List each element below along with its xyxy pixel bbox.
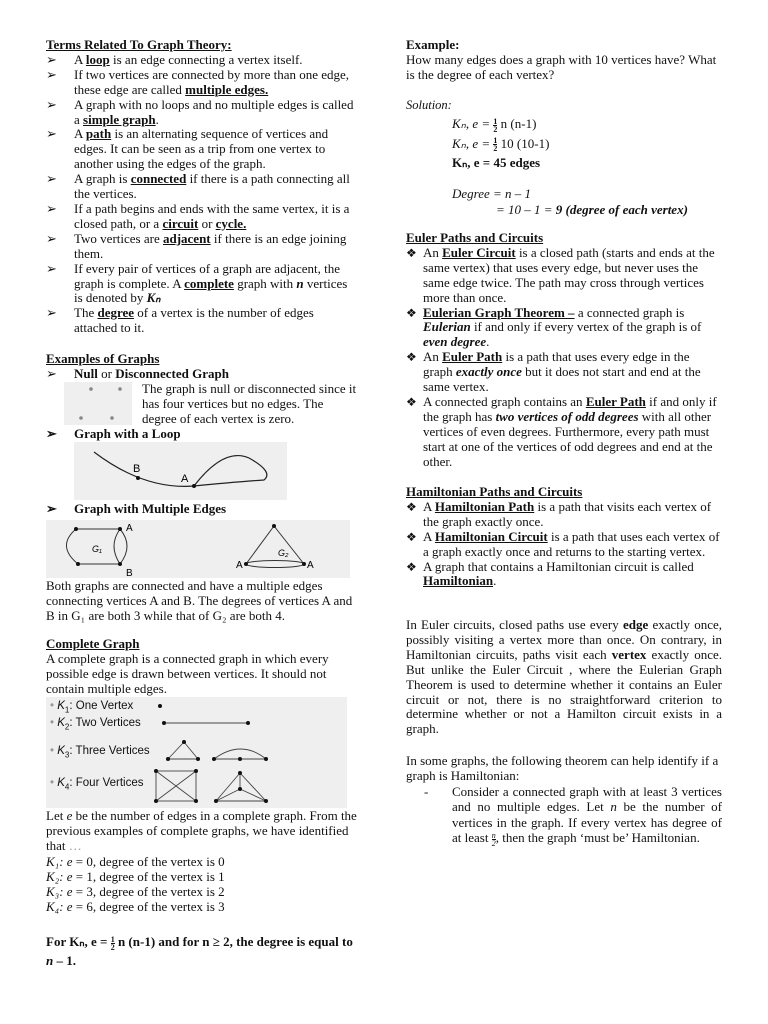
multi-text: Both graphs are connected and have a multiple edges connecting vertices A and B. The degrees of vertices A and B in G₁ are both 3 while that of G₂ are both 4. bbox=[46, 578, 353, 623]
example-section bbox=[406, 38, 722, 83]
arrow-bullet-icon: ➢ bbox=[46, 501, 57, 516]
svg-text:B: B bbox=[126, 568, 133, 578]
text-run: but it does not start and end at the same vertex. bbox=[423, 364, 701, 395]
text-run: = 3, degree of the vertex is 2 bbox=[72, 883, 225, 899]
text-run: exactly once bbox=[455, 364, 522, 380]
text-run: Euler Path bbox=[442, 349, 503, 365]
text-run: complete bbox=[184, 275, 234, 291]
svg-text:A: A bbox=[307, 560, 314, 571]
loop-heading-block bbox=[46, 427, 358, 442]
text-run: . bbox=[493, 573, 497, 589]
text-run: A graph is bbox=[74, 171, 131, 187]
text-run: If two vertices are connected by more than one edge, these edge are called bbox=[74, 66, 350, 97]
k-item bbox=[46, 855, 358, 870]
text-run: with all other vertices of even degrees. Furthermore, every path must start at one of the vertices of odd degrees and end at the other. bbox=[423, 408, 713, 469]
text-run: a connected graph is bbox=[574, 304, 685, 320]
text-run: Kₙ bbox=[146, 290, 161, 306]
vertex-b-label: B bbox=[133, 463, 141, 475]
multiple-edges-figure bbox=[46, 520, 350, 578]
null-text: The graph is null or disconnected since it has four vertices but no edges. The degree of each vertex is zero. bbox=[142, 381, 357, 426]
text-run: A bbox=[74, 126, 86, 142]
text-run: is a path that uses every edge in the graph bbox=[423, 349, 690, 380]
euler-heading: Euler Paths and Circuits bbox=[406, 230, 544, 245]
terms-section bbox=[46, 38, 358, 336]
complete-text: A complete graph is a connected graph in which every possible edge is drawn between vertices. It should not contain multiple edges. bbox=[46, 650, 329, 696]
examples-section bbox=[46, 352, 358, 382]
complete-graph-label: • $K_1$: One Vertex bbox=[50, 700, 134, 715]
text-run: A bbox=[74, 51, 86, 67]
solution-label: Solution: bbox=[406, 98, 452, 112]
euler-item bbox=[406, 246, 722, 306]
term-item bbox=[46, 172, 358, 202]
text-run: A bbox=[423, 528, 435, 544]
text-run: adjacent bbox=[162, 230, 211, 246]
multi-heading: ➢ Graph with Multiple Edges bbox=[46, 501, 227, 516]
hamiltonian-item bbox=[406, 500, 722, 530]
text-run: or bbox=[198, 215, 216, 231]
text-run: be the number of edges in a complete graph. From the previous examples of complete graphs, we have identified that bbox=[46, 808, 357, 853]
text-run: circuit bbox=[162, 215, 199, 231]
text-run: The bbox=[74, 305, 98, 321]
complete-graph-label: • $K_3$: Three Vertices bbox=[50, 745, 150, 760]
svg-text:A: A bbox=[236, 560, 243, 571]
svg-text:G₁: G₁ bbox=[92, 544, 102, 554]
svg-text:G₂: G₂ bbox=[278, 548, 289, 558]
text-run: . bbox=[155, 111, 159, 127]
diamond-bullet-icon: ❖ bbox=[406, 394, 417, 409]
term-item bbox=[46, 262, 358, 307]
diamond-bullet-icon: ❖ bbox=[406, 529, 417, 544]
arrow-bullet-icon: ➢ bbox=[46, 126, 57, 142]
examples-heading: Examples of Graphs bbox=[46, 351, 160, 366]
text-run: = 1, degree of the vertex is 1 bbox=[72, 868, 225, 884]
text-run: Eulerian Graph Theorem – bbox=[423, 304, 575, 320]
text-run: Two vertices are bbox=[74, 230, 163, 246]
text-run: = 0, degree of the vertex is 0 bbox=[72, 854, 225, 869]
text-run: n bbox=[296, 275, 304, 291]
text-run: cycle. bbox=[215, 215, 247, 231]
k-item bbox=[46, 870, 358, 885]
text-run: vertices is denoted by bbox=[74, 275, 348, 306]
example-heading: Example: bbox=[406, 37, 460, 52]
text-run: A graph with no loops and no multiple edges is called a bbox=[74, 96, 354, 127]
text-run: is a path that visits each vertex of the graph exactly once. bbox=[423, 498, 712, 529]
text-run: connected bbox=[130, 171, 187, 187]
arrow-bullet-icon: ➢ bbox=[46, 200, 57, 216]
text-run: Let bbox=[46, 808, 67, 823]
term-item bbox=[46, 53, 358, 68]
text-run: is an edge connecting a vertex itself. bbox=[109, 51, 303, 67]
k-item bbox=[46, 885, 358, 900]
theorem-item: - Consider a connected graph with at least 3 vertices and no multiple edges. Let n be the number of vertices in the graph. If every vertex has degree of at least $\frac{n}{2}$ , then the graph ‘must be’ Hamiltonian. bbox=[424, 784, 722, 848]
hamiltonian-item bbox=[406, 530, 722, 560]
euler-item bbox=[406, 395, 722, 470]
text-run: exactly once, possibly visiting a vertex more than once. On contrary, in Hamiltonian circuits, paths visit each bbox=[406, 617, 722, 662]
null-heading-item bbox=[46, 367, 358, 382]
svg-text:A: A bbox=[126, 523, 133, 534]
arrow-bullet-icon: ➢ bbox=[46, 260, 57, 276]
text-run: loop bbox=[85, 51, 110, 67]
text-run: e bbox=[66, 808, 73, 823]
hamiltonian-heading: Hamiltonian Paths and Circuits bbox=[406, 484, 583, 499]
euler-item bbox=[406, 306, 722, 351]
text-run: or bbox=[97, 365, 116, 381]
text-run: = 6, degree of the vertex is 3 bbox=[72, 898, 225, 914]
term-item bbox=[46, 306, 358, 336]
text-run: is an alternating sequence of vertices and edges. It can be seen as a trip from one vertex to another using the edges of the graph. bbox=[74, 126, 329, 172]
diamond-bullet-icon: ❖ bbox=[406, 305, 417, 320]
text-run: Euler Circuit bbox=[442, 244, 516, 260]
loop-heading: ➢ Graph with a Loop bbox=[46, 426, 181, 441]
text-run: Hamiltonian Path bbox=[434, 498, 535, 514]
euler-item bbox=[406, 350, 722, 395]
diamond-bullet-icon: ❖ bbox=[406, 350, 417, 365]
text-run: … bbox=[68, 837, 82, 853]
text-run: An bbox=[423, 244, 443, 260]
text-run: If a path begins and ends with the same vertex, it is a closed path, or a bbox=[74, 200, 350, 231]
text-run: K₃: e bbox=[46, 883, 73, 899]
solution-steps: Kₙ, e = $\frac{1}{2}$ n (n-1) Kₙ, e = $\frac{1}{2}$ 10 (10-1) Kₙ, e = 45 edges bbox=[452, 116, 550, 170]
degree-calc: Degree = n – 1 = 10 – 1 = 9 (degree of each vertex) bbox=[452, 186, 688, 217]
text-run: Hamiltonian bbox=[423, 573, 494, 589]
text-run: of a vertex is the number of edges attached to it. bbox=[74, 305, 314, 336]
arrow-bullet-icon: ➢ bbox=[46, 365, 57, 381]
half-fraction: $\frac{1}{2}$ bbox=[110, 934, 115, 952]
text-run: If every pair of vertices of a graph are adjacent, the graph is complete. A bbox=[74, 260, 340, 291]
loop-graph-figure bbox=[74, 442, 287, 500]
term-item bbox=[46, 232, 358, 262]
text-run: A connected graph contains an bbox=[423, 393, 586, 409]
some-graphs-text: In some graphs, the following theorem can help identify if a graph is Hamiltonian: bbox=[406, 753, 719, 783]
text-run: K₂: e bbox=[46, 868, 73, 884]
text-run: . bbox=[486, 334, 490, 350]
complete-graph-label: • $K_2$: Two Vertices bbox=[50, 717, 141, 732]
text-run: exactly once. But unlike the Euler Circuit , where the Eulerian Graph Theorem is used to determine whether it contains an Euler circuit or not, there is no straightforward criterion to determine whether or not a Hamilton circuit exists in a graph. bbox=[406, 646, 722, 737]
arrow-bullet-icon: ➢ bbox=[46, 230, 57, 246]
complete-graph-label: • $K_4$: Four Vertices bbox=[50, 777, 144, 792]
k-degree-list bbox=[46, 855, 358, 915]
terms-heading: Terms Related To Graph Theory: bbox=[46, 37, 232, 52]
text-run: multiple edges. bbox=[185, 81, 269, 97]
text-run: Disconnected Graph bbox=[115, 365, 229, 381]
complete-graphs-figure bbox=[46, 697, 347, 808]
terms-list bbox=[46, 53, 358, 336]
text-run: is a path that uses each vertex of a graph exactly once and returns to the starting vertex. bbox=[423, 528, 720, 559]
comparison-paragraph bbox=[406, 618, 722, 737]
euler-section bbox=[406, 231, 722, 470]
multi-heading-block bbox=[46, 502, 358, 517]
complete-formula: For Kₙ, e = $\frac{1}{2}$ n (n-1) and for n ≥ 2, the degree is equal to n – 1. bbox=[46, 934, 353, 968]
example-text: How many edges does a graph with 10 vertices have? What is the degree of each vertex? bbox=[406, 51, 717, 82]
complete-section bbox=[46, 637, 358, 697]
text-run: Hamiltonian Circuit bbox=[434, 528, 548, 544]
diamond-bullet-icon: ❖ bbox=[406, 499, 417, 514]
k-item bbox=[46, 900, 358, 915]
text-run: Null bbox=[74, 365, 98, 381]
text-run: edge bbox=[622, 617, 649, 632]
text-run: A bbox=[423, 498, 435, 514]
complete-heading: Complete Graph bbox=[46, 636, 140, 651]
text-run: vertex bbox=[611, 646, 647, 662]
text-run: graph with bbox=[233, 275, 297, 291]
text-run: K₁: e bbox=[46, 854, 73, 869]
text-run: Euler Path bbox=[585, 393, 646, 409]
text-run: even degree bbox=[423, 334, 487, 350]
hamiltonian-item bbox=[406, 560, 722, 590]
term-item bbox=[46, 98, 358, 128]
text-run: degree bbox=[97, 305, 135, 321]
arrow-bullet-icon: ➢ bbox=[46, 66, 57, 82]
text-run: if there is an edge joining them. bbox=[74, 230, 347, 261]
diamond-bullet-icon: ❖ bbox=[406, 559, 417, 574]
text-run: if and only if the graph has bbox=[423, 393, 717, 424]
vertex-a-label: A bbox=[181, 473, 189, 485]
text-run: is a closed path (starts and ends at the same vertex) that uses every edge, but never uses the same edge twice. The path may cross through vertices more than once. bbox=[423, 244, 715, 305]
arrow-bullet-icon: ➢ bbox=[46, 96, 57, 112]
term-item bbox=[46, 68, 358, 98]
arrow-bullet-icon: ➢ bbox=[46, 426, 57, 441]
text-run: if and only if every vertex of the graph is of bbox=[470, 319, 702, 335]
arrow-bullet-icon: ➢ bbox=[46, 171, 57, 187]
text-run: if there is a path connecting all the vertices. bbox=[74, 171, 350, 202]
let-text bbox=[46, 809, 358, 854]
arrow-bullet-icon: ➢ bbox=[46, 51, 57, 67]
text-run: simple graph bbox=[83, 111, 156, 127]
text-run: path bbox=[85, 126, 112, 142]
text-run: An bbox=[423, 349, 443, 365]
text-run: K₄: e bbox=[46, 898, 73, 914]
term-item bbox=[46, 127, 358, 172]
text-run: two vertices of odd degrees bbox=[495, 408, 639, 424]
text-run: In Euler circuits, closed paths use every bbox=[406, 617, 623, 632]
text-run: Eulerian bbox=[423, 319, 471, 335]
term-item bbox=[46, 202, 358, 232]
diamond-bullet-icon: ❖ bbox=[406, 245, 417, 260]
arrow-bullet-icon: ➢ bbox=[46, 305, 57, 321]
text-run: A graph that contains a Hamiltonian circuit is called bbox=[423, 558, 694, 574]
null-graph-figure bbox=[64, 382, 132, 425]
hamiltonian-section bbox=[406, 485, 722, 589]
